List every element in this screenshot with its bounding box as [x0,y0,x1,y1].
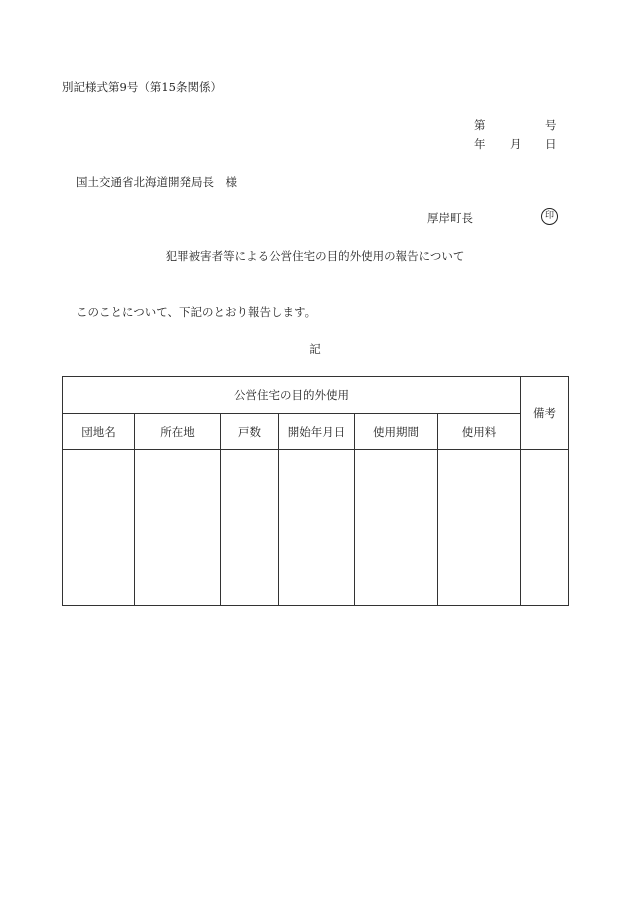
column-header-units: 戸数 [221,414,279,450]
addressee: 国土交通省北海道開発局長 様 [76,175,237,189]
cell-danchi[interactable] [63,450,135,606]
sender: 厚岸町長 [427,211,473,225]
document-title: 犯罪被害者等による公営住宅の目的外使用の報告について [165,249,465,263]
column-header-danchi: 団地名 [63,414,135,450]
number-prefix: 第 [474,118,486,132]
cell-remarks[interactable] [521,450,569,606]
ki-heading: 記 [309,342,321,356]
seal-mark: 印 [541,208,558,225]
cell-period[interactable] [355,450,438,606]
date-month-label: 月 [510,137,522,151]
column-header-fee: 使用料 [438,414,521,450]
cell-units[interactable] [221,450,279,606]
group-header: 公営住宅の目的外使用 [63,377,521,414]
date-day-label: 日 [545,137,557,151]
date-year-label: 年 [474,137,486,151]
report-table [62,376,569,606]
cell-start-date[interactable] [279,450,355,606]
column-header-start-date: 開始年月日 [279,414,355,450]
column-header-location: 所在地 [135,414,221,450]
body-text: このことについて、下記のとおり報告します。 [76,305,317,319]
column-header-period: 使用期間 [355,414,438,450]
form-label: 別記様式第9号（第15条関係） [62,80,222,94]
number-suffix: 号 [545,118,557,132]
cell-fee[interactable] [438,450,521,606]
remarks-header: 備考 [521,377,569,450]
cell-location[interactable] [135,450,221,606]
